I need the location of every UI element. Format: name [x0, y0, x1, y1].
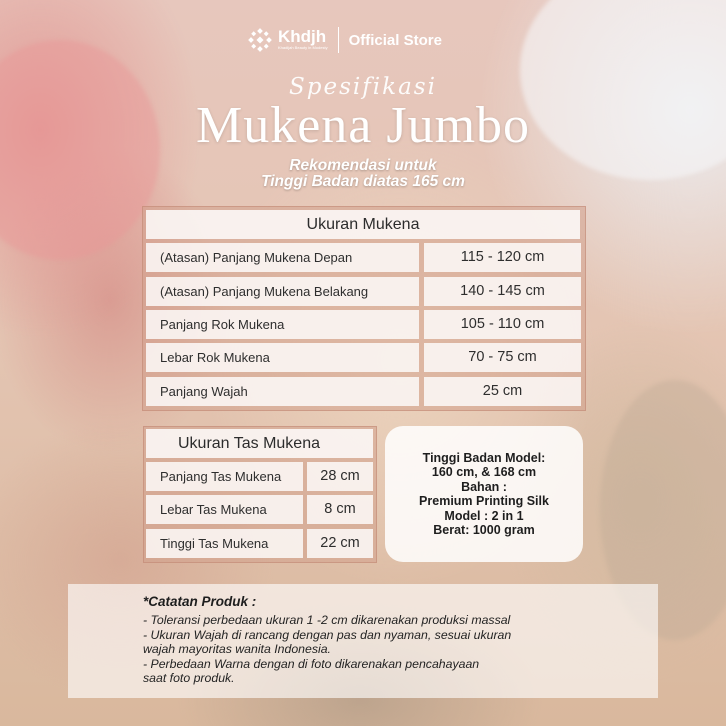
bag-row-value: 8 cm	[307, 495, 373, 524]
size-row-label: (Atasan) Panjang Mukena Depan	[146, 243, 419, 272]
note-line: saat foto produk.	[143, 671, 235, 685]
size-row-label: Lebar Rok Mukena	[146, 343, 419, 372]
notes-title: *Catatan Produk :	[143, 594, 257, 609]
model-info-card	[385, 426, 583, 562]
note-line: - Ukuran Wajah di rancang dengan pas dan nyaman, sesuai ukuran	[143, 628, 512, 642]
brand-tagline: Khadijah Beauty in Modesty	[278, 45, 328, 50]
size-row-value: 25 cm	[424, 377, 581, 406]
note-line: wajah mayoritas wanita Indonesia.	[143, 642, 331, 656]
page-title: Mukena Jumbo	[195, 97, 531, 154]
bag-row-label: Lebar Tas Mukena	[146, 495, 303, 524]
size-row-value: 105 - 110 cm	[424, 310, 581, 339]
size-row-label: Panjang Wajah	[146, 377, 419, 406]
size-row-label: (Atasan) Panjang Mukena Belakang	[146, 277, 419, 306]
brand-header	[248, 24, 442, 56]
info-line: Bahan :	[461, 479, 507, 494]
size-table-title: Ukuran Mukena	[146, 210, 580, 239]
info-line: 160 cm, & 168 cm	[431, 465, 537, 479]
recommendation-line: Rekomendasi untuk	[289, 157, 437, 174]
brand-text	[278, 29, 328, 51]
product-notes	[68, 584, 658, 698]
size-row-value: 115 - 120 cm	[424, 243, 581, 272]
brand-divider	[338, 27, 339, 53]
size-row-value: 140 - 145 cm	[424, 277, 581, 306]
bag-table-title: Ukuran Tas Mukena	[146, 429, 373, 458]
info-line: Tinggi Badan Model:	[422, 450, 546, 465]
store-label: Official Store	[348, 31, 442, 49]
bag-row-label: Panjang Tas Mukena	[146, 462, 303, 491]
brand-logo-icon	[248, 28, 272, 52]
note-line: - Toleransi perbedaan ukuran 1 -2 cm dikarenakan produksi massal	[143, 613, 511, 627]
brand-name: Khdjh	[278, 27, 327, 46]
info-line: Model : 2 in 1	[444, 508, 524, 523]
size-row-value: 70 - 75 cm	[424, 343, 581, 372]
bag-row-value: 28 cm	[307, 462, 373, 491]
size-row-label: Panjang Rok Mukena	[146, 310, 419, 339]
info-line: Berat: 1000 gram	[433, 523, 535, 537]
note-line: - Perbedaan Warna dengan di foto dikarenakan pencahayaan	[143, 657, 480, 671]
recommendation-line: Tinggi Badan diatas 165 cm	[261, 173, 465, 190]
script-title: Spesifikasi	[289, 74, 437, 100]
info-line: Premium Printing Silk	[419, 494, 549, 508]
bag-row-value: 22 cm	[307, 529, 373, 558]
bag-row-label: Tinggi Tas Mukena	[146, 529, 303, 558]
height-recommendation	[0, 158, 726, 190]
